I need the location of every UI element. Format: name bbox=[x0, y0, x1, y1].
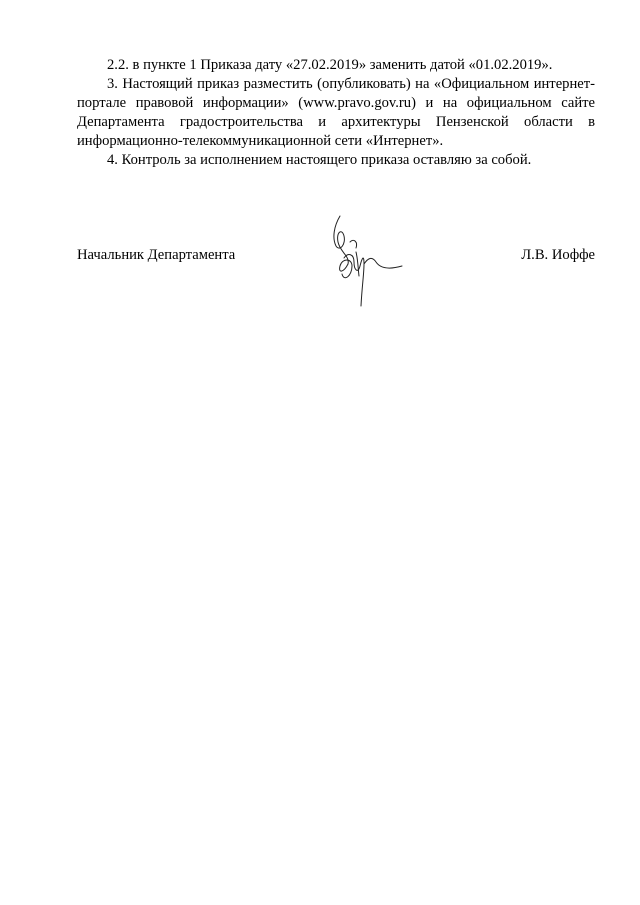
paragraph-3: 3. Настоящий приказ разместить (опубликовать) на «Официальном интернет-портале правовой информации» (www.pravo.gov.ru) и на официальном сайте Департамента градостроительства и архитектуры Пензенской области в информационно-телекоммуникационной сети «Интернет». bbox=[77, 76, 595, 149]
paragraph-2-2: 2.2. в пункте 1 Приказа дату «27.02.2019» заменить датой «01.02.2019». bbox=[107, 57, 553, 73]
handwritten-signature-icon bbox=[328, 212, 408, 308]
signatory-name: Л.В. Иоффе bbox=[521, 247, 595, 263]
signatory-title: Начальник Департамента bbox=[77, 247, 236, 263]
document-body bbox=[77, 56, 595, 170]
paragraph-4: 4. Контроль за исполнением настоящего приказа оставляю за собой. bbox=[107, 152, 532, 168]
